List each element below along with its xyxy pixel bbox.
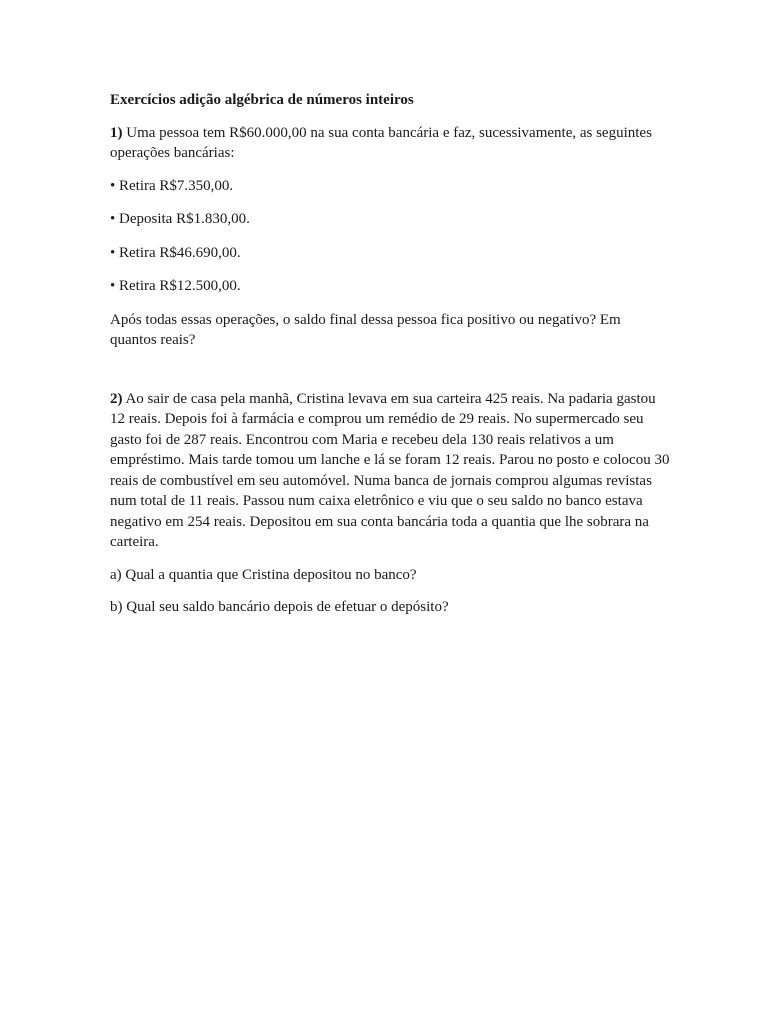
exercise-1-question: Após todas essas operações, o saldo final dessa pessoa fica positivo ou negativo? Em quantos reais?: [110, 311, 621, 348]
exercise-2-number: 2): [110, 390, 123, 407]
exercise-2-text: [110, 389, 670, 553]
exercise-2-question-a: a) Qual a quantia que Cristina depositou no banco?: [110, 566, 417, 583]
exercise-1-intro: [110, 123, 670, 164]
spacer: [110, 363, 670, 389]
document-title: Exercícios adição algébrica de números inteiros: [110, 92, 414, 108]
exercise-1-number: 1): [110, 124, 123, 141]
exercise-2-question-b: b) Qual seu saldo bancário depois de efetuar o depósito?: [110, 599, 449, 615]
operation-item: • Retira R$7.350,00.: [110, 177, 234, 194]
exercise-2-body: Ao sair de casa pela manhã, Cristina levava em sua carteira 425 reais. Na padaria gastou 12 reais. Depois foi à farmácia e comprou um remédio de 29 reais. No supermercado seu gasto foi de 287 reais. Encontrou com Maria e recebeu dela 130 reais relativos a um empréstimo. Mais tarde tomou um lanche e lá se foram 12 reais. Parou no posto e colocou 30 reais de combustível em seu automóvel. Numa banca de jornais comprou algumas revistas num total de 11 reais. Passou num caixa eletrônico e viu que o seu saldo no banco estava negativo em 254 reais. Depositou em sua conta bancária toda a quantia que lhe sobrara na carteira.: [110, 390, 670, 550]
document-body: [110, 90, 670, 630]
operation-item: • Deposita R$1.830,00.: [110, 211, 250, 227]
exercise-1-intro-text: Uma pessoa tem R$60.000,00 na sua conta bancária e faz, sucessivamente, as seguintes operações bancárias:: [110, 124, 652, 161]
operation-item: • Retira R$46.690,00.: [110, 244, 241, 261]
operation-item: • Retira R$12.500,00.: [110, 278, 241, 294]
